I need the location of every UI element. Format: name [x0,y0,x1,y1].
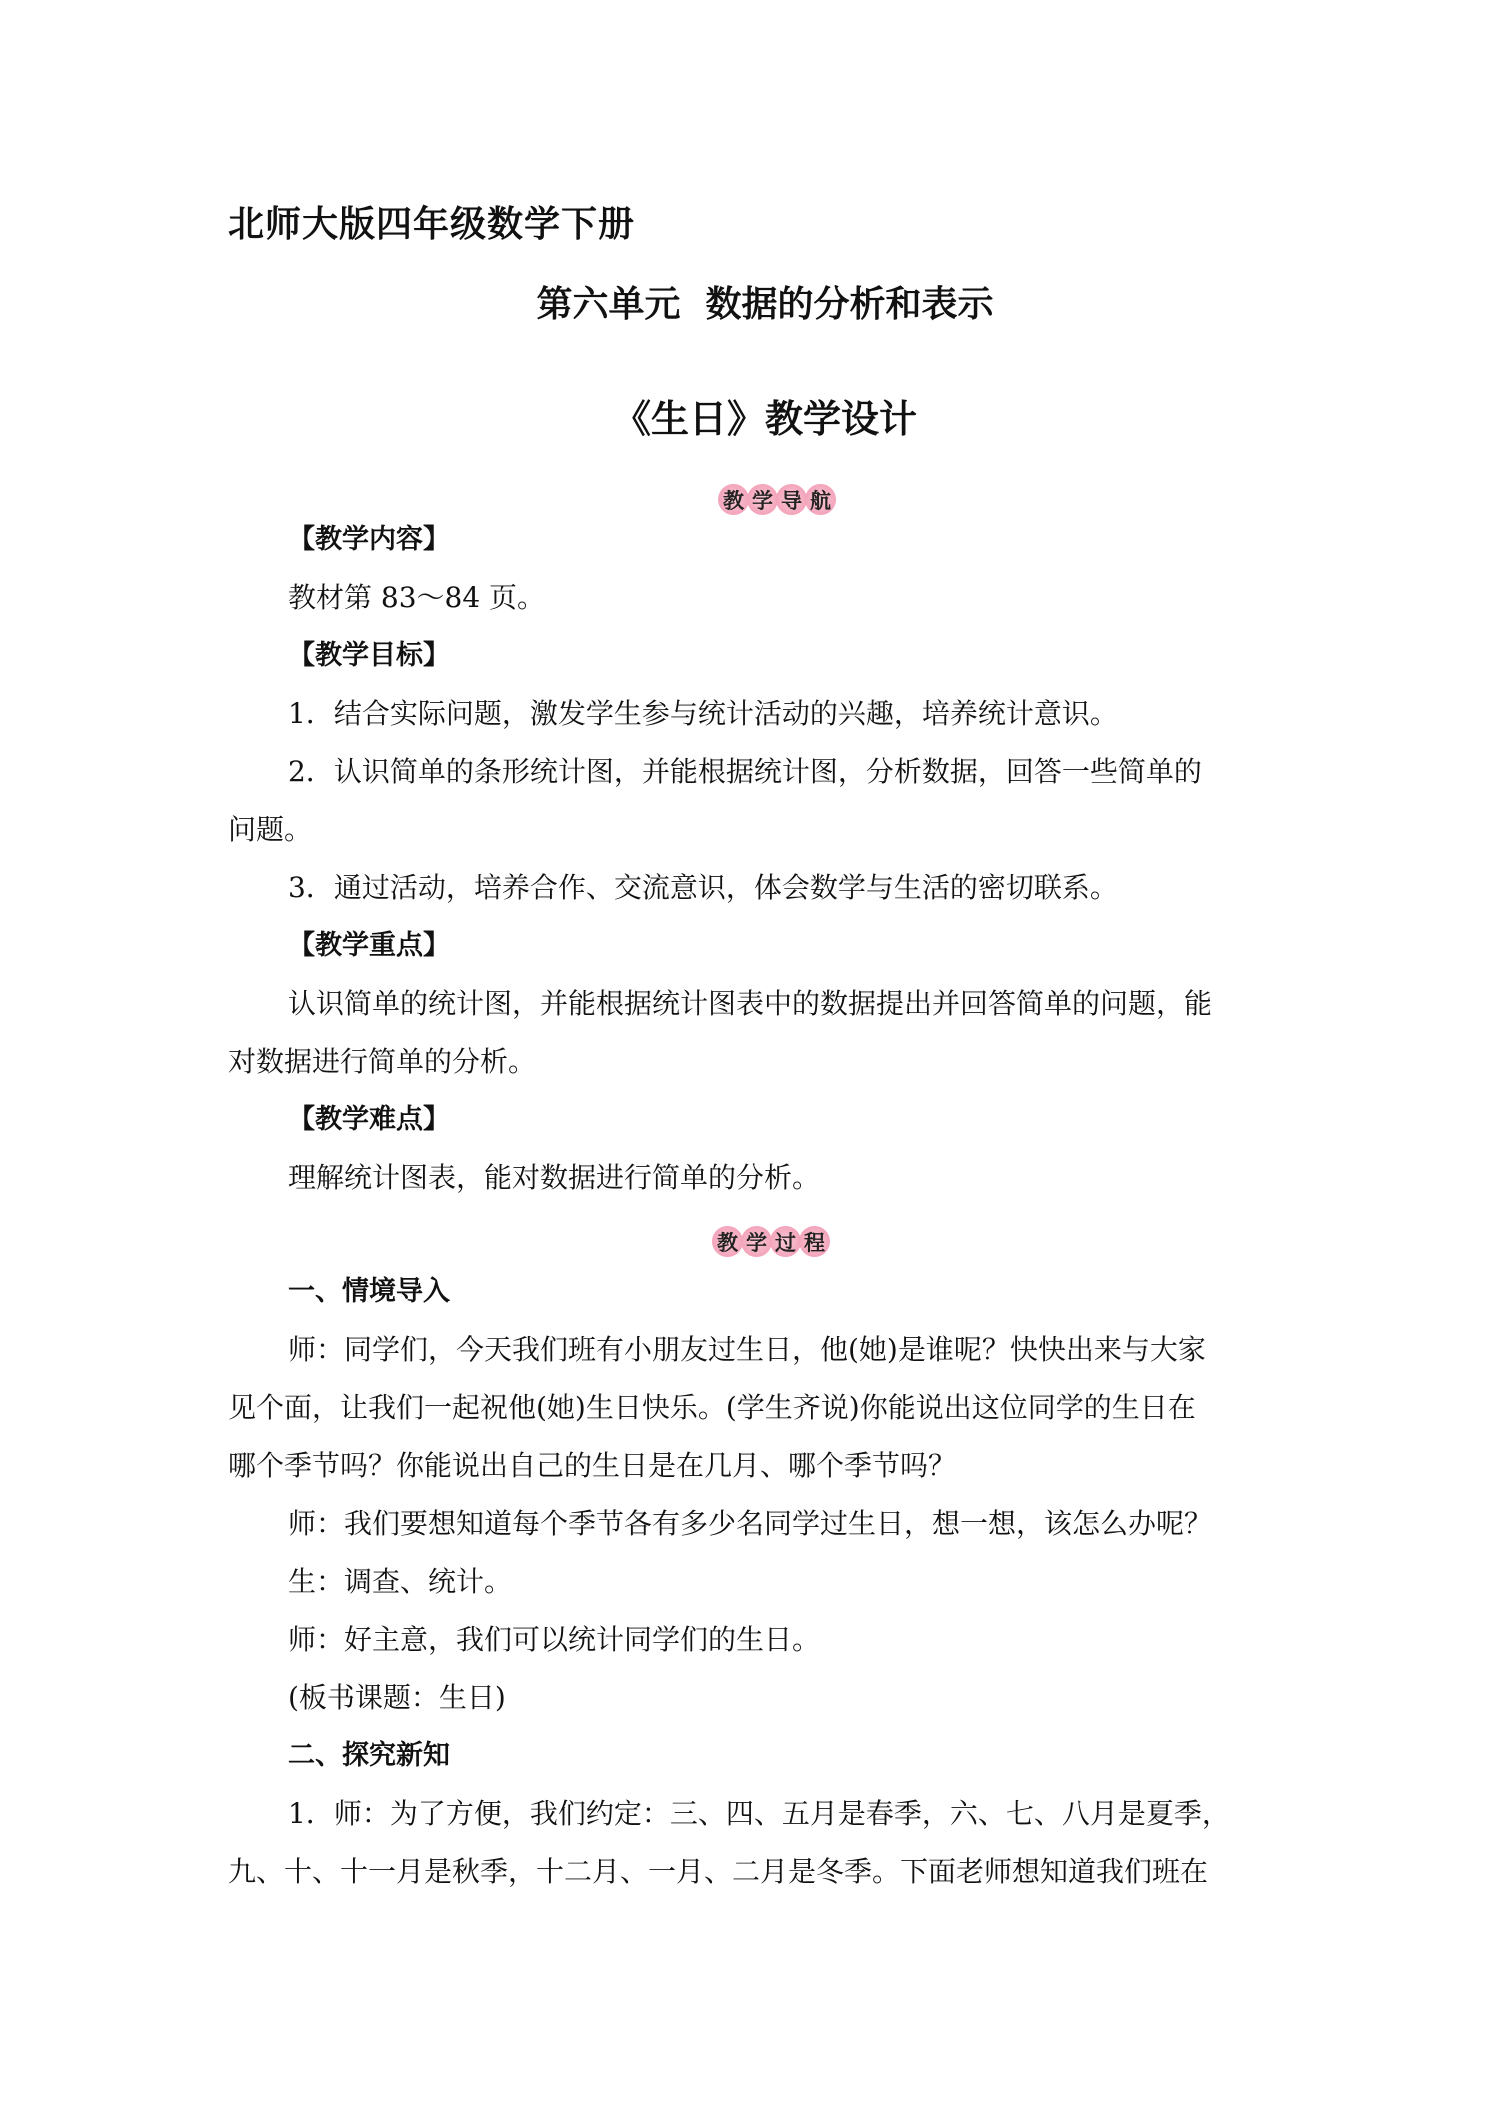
banner-char: 导 [776,484,807,515]
banner-char: 程 [799,1226,830,1257]
goal-2-line-2: 问题。 [228,813,313,846]
difficulty-heading: 【教学难点】 [288,1104,450,1135]
book-title: 北师大版四年级数学下册 [228,204,636,245]
step-1-heading: 一、情境导入 [288,1276,450,1307]
content-text: 教材第 83～84 页。 [288,581,546,614]
content-heading: 【教学内容】 [288,524,450,555]
goal-1: 1．结合实际问题，激发学生参与统计活动的兴趣，培养统计意识。 [288,697,1118,730]
banner-char: 过 [770,1226,801,1257]
paragraph-4: 师：好主意，我们可以统计同学们的生日。 [288,1623,821,1656]
banner-char: 航 [805,484,836,515]
teaching-process-banner [712,1226,828,1257]
paragraph-1-line-2: 见个面，让我们一起祝他(她)生日快乐。(学生齐说)你能说出这位同学的生日在 [228,1391,1196,1424]
paragraph-1-line-3: 哪个季节吗？你能说出自己的生日是在几月、哪个季节吗？ [228,1449,957,1482]
banner-char: 学 [741,1226,772,1257]
goal-3: 3．通过活动，培养合作、交流意识，体会数学与生活的密切联系。 [288,871,1118,904]
goals-heading: 【教学目标】 [288,640,450,671]
step-2-heading: 二、探究新知 [288,1740,450,1771]
banner-char: 教 [718,484,749,515]
paragraph-5: (板书课题：生日) [288,1681,506,1714]
paragraph-3: 生：调查、统计。 [288,1565,513,1598]
key-line-1: 认识简单的统计图，并能根据统计图表中的数据提出并回答简单的问题，能 [288,987,1213,1020]
banner-char: 学 [747,484,778,515]
key-heading: 【教学重点】 [288,930,450,961]
unit-title: 第六单元 数据的分析和表示 [536,284,994,325]
paragraph-1-line-1: 师：同学们，今天我们班有小朋友过生日，他(她)是谁呢？快快出来与大家 [288,1333,1206,1366]
paragraph-6-line-2: 九、十、十一月是秋季，十二月、一月、二月是冬季。下面老师想知道我们班在 [228,1855,1209,1888]
key-line-2: 对数据进行简单的分析。 [228,1045,537,1078]
teaching-guide-banner [718,484,834,515]
banner-char: 教 [712,1226,743,1257]
paragraph-2: 师：我们要想知道每个季节各有多少名同学过生日，想一想，该怎么办呢？ [288,1507,1213,1540]
paragraph-6-line-1: 1．师：为了方便，我们约定：三、四、五月是春季，六、七、八月是夏季， [288,1797,1230,1830]
goal-2-line-1: 2．认识简单的条形统计图，并能根据统计图，分析数据，回答一些简单的 [288,755,1202,788]
difficulty-text: 理解统计图表，能对数据进行简单的分析。 [288,1161,821,1194]
lesson-title: 《生日》教学设计 [612,397,917,441]
